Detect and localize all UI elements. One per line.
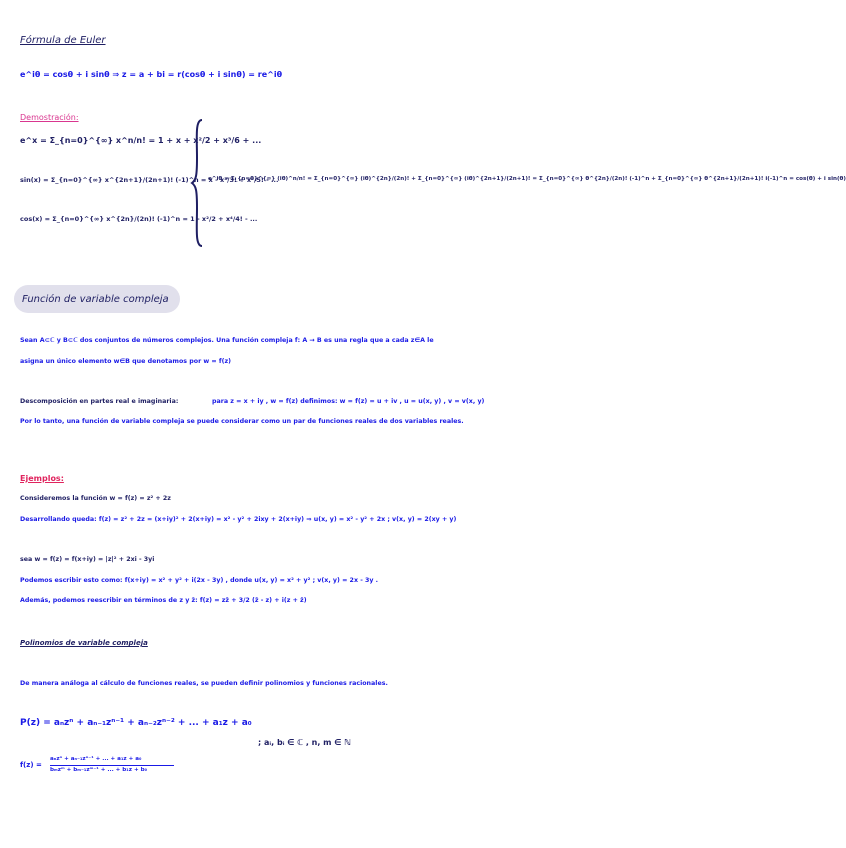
euler-proof: e^iθ = Σ_{n=0}^{∞} (iθ)^n/n! = Σ_{n=0}^{∞} (iθ)^{2n}/(2n)! + Σ_{n=0}^{∞} (iθ)^{2n+1}/(2n+1)! = Σ_{n=0}^{∞} θ^{2n}/(2n)! (-1)^n + Σ_{n=0}^{∞} θ^{2n+1}/(2n+1)! i(-1)^n = cos(θ) + i sin(θ) — [208, 176, 846, 182]
coefficients-note: ; aᵢ, bᵢ ∈ ℂ , n, m ∈ ℕ — [258, 738, 351, 747]
examples-heading: Ejemplos: — [20, 474, 64, 483]
rational-numerator: aₙzⁿ + aₙ₋₁zⁿ⁻¹ + ... + a₁z + a₀ — [50, 756, 142, 762]
rational-lhs: f(z) = — [20, 761, 42, 769]
definition-line-2: asigna un único elemento w∈B que denotamos por w = f(z) — [20, 358, 232, 365]
curly-brace — [190, 118, 206, 248]
example-2-line-3: Además, podemos reescribir en términos de z y z̄: f(z) = zz̄ + 3/2 (z̄ - z) + i(z + z̄) — [20, 597, 307, 604]
polynomial-formula: P(z) = aₙzⁿ + aₙ₋₁zⁿ⁻¹ + aₙ₋₂zⁿ⁻² + ... + a₁z + a₀ — [20, 718, 252, 728]
decomposition-text: para z = x + iy , w = f(z) definimos: w = f(z) = u + iv , u = u(x, y) , v = v(x, y) — [212, 398, 485, 405]
example-2-line-2: Podemos escribir esto como: f(x+iy) = x² + y² + i(2x - 3y) , donde u(x, y) = x² + y² ; v(x, y) = 2x - 3y . — [20, 577, 379, 584]
exp-series: e^x = Σ_{n=0}^{∞} x^n/n! = 1 + x + x²/2 + x³/6 + ... — [20, 136, 262, 145]
cos-series: cos(x) = Σ_{n=0}^{∞} x^{2n}/(2n)! (-1)^n = 1 - x²/2 + x⁴/4! - ... — [20, 215, 258, 223]
decomposition-line-2: Por lo tanto, una función de variable compleja se puede considerar como un par de funciones reales de dos variables reales. — [20, 418, 464, 425]
sin-series: sin(x) = Σ_{n=0}^{∞} x^{2n+1}/(2n+1)! (-1)^n = x - x³/3! + x⁵/5! - ... — [20, 176, 279, 184]
polynomials-text: De manera análoga al cálculo de funciones reales, se pueden definir polinomios y funciones racionales. — [20, 680, 388, 687]
demo-heading: Demostración: — [20, 113, 79, 122]
euler-formula: e^iθ = cosθ + i sinθ ⇒ z = a + bi = r(cosθ + i sinθ) = re^iθ — [20, 70, 283, 79]
euler-heading: Fórmula de Euler — [20, 35, 106, 46]
decomposition-label: Descomposición en partes real e imaginaria: — [20, 398, 179, 405]
rational-denominator: bₘzᵐ + bₘ₋₁zᵐ⁻¹ + ... + b₁z + b₀ — [50, 767, 148, 773]
example-1-intro: Consideremos la función w = f(z) = z² + 2z — [20, 495, 171, 502]
polynomials-heading: Polinomios de variable compleja — [20, 639, 148, 647]
fraction-bar — [50, 765, 174, 766]
example-2-intro: sea w = f(z) = f(x+iy) = |z|² + 2xi - 3yi — [20, 556, 155, 563]
example-1-develop: Desarrollando queda: f(z) = z² + 2z = (x+iy)² + 2(x+iy) = x² - y² + 2ixy + 2(x+iy) ⇒ u(x, y) = x² - y² + 2x ; v(x, y) = 2(xy + y) — [20, 516, 457, 523]
definition-line-1: Sean A⊂ℂ y B⊂ℂ dos conjuntos de números complejos. Una función compleja f: A → B es una regla que a cada z∈A le — [20, 337, 434, 344]
section-title: Función de variable compleja — [22, 294, 169, 305]
